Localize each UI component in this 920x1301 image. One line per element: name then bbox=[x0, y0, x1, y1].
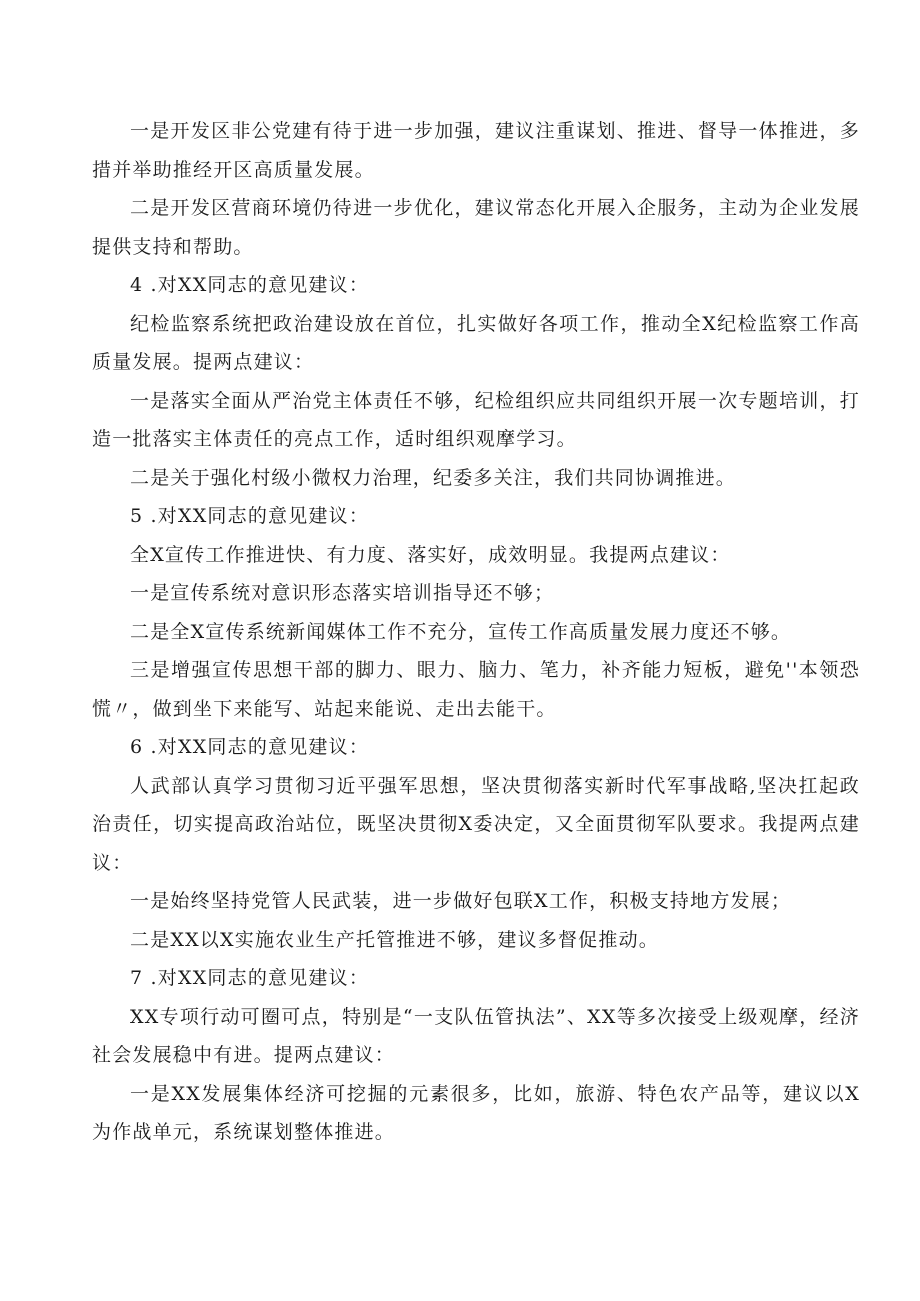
paragraph: 全X宣传工作推进快、有力度、落实好，成效明显。我提两点建议： bbox=[130, 543, 731, 566]
section-heading: 7 .对XX同志的意见建议： bbox=[130, 967, 370, 989]
paragraph: 一是开发区非公党建有待于进一步加强，建议注重谋划、推进、督导一体推进，多措并举助推经开区高质量发展。 bbox=[92, 120, 860, 181]
paragraph: 一是始终坚持党管人民武装，进一步做好包联X工作，积极支持地方发展； bbox=[130, 890, 792, 912]
paragraph: 一是宣传系统对意识形态落实培训指导还不够； bbox=[130, 582, 555, 604]
section-heading: 4 .对XX同志的意见建议： bbox=[130, 274, 370, 296]
section-heading: 6 .对XX同志的意见建议： bbox=[130, 736, 370, 758]
paragraph: 二是全X宣传系统新闻媒体工作不充分，宣传工作高质量发展力度还不够。 bbox=[130, 620, 792, 643]
section-heading: 5 .对XX同志的意见建议： bbox=[130, 505, 370, 527]
paragraph: XX专项行动可圈可点，特别是“一支队伍管执法”、XX等多次接受上级观摩，经济社会发展稳中有进。提两点建议： bbox=[92, 1005, 860, 1066]
document-body bbox=[92, 112, 860, 1152]
paragraph: 三是增强宣传思想干部的脚力、眼力、脑力、笔力，补齐能力短板，避免''本领恐慌〃，做到坐下来能写、站起来能说、走出去能干。 bbox=[92, 659, 860, 720]
paragraph: 人武部认真学习贯彻习近平强军思想，坚决贯彻落实新时代军事战略,坚决扛起政治责任，切实提高政治站位，既坚决贯彻X委决定，又全面贯彻军队要求。我提两点建议： bbox=[92, 774, 860, 874]
paragraph: 二是XX以X实施农业生产托管推进不够，建议多督促推动。 bbox=[130, 928, 659, 951]
paragraph: 纪检监察系统把政治建设放在首位，扎实做好各项工作，推动全X纪检监察工作高质量发展。提两点建议： bbox=[92, 312, 860, 373]
paragraph: 一是落实全面从严治党主体责任不够，纪检组织应共同组织开展一次专题培训，打造一批落实主体责任的亮点工作，适时组织观摩学习。 bbox=[92, 389, 860, 450]
paragraph: 二是关于强化村级小微权力治理，纪委多关注，我们共同协调推进。 bbox=[130, 466, 737, 489]
paragraph: 一是XX发展集体经济可挖掘的元素很多，比如，旅游、特色农产品等，建议以X为作战单元，系统谋划整体推进。 bbox=[92, 1082, 860, 1143]
paragraph: 二是开发区营商环境仍待进一步优化，建议常态化开展入企服务，主动为企业发展提供支持和帮助。 bbox=[92, 197, 860, 258]
